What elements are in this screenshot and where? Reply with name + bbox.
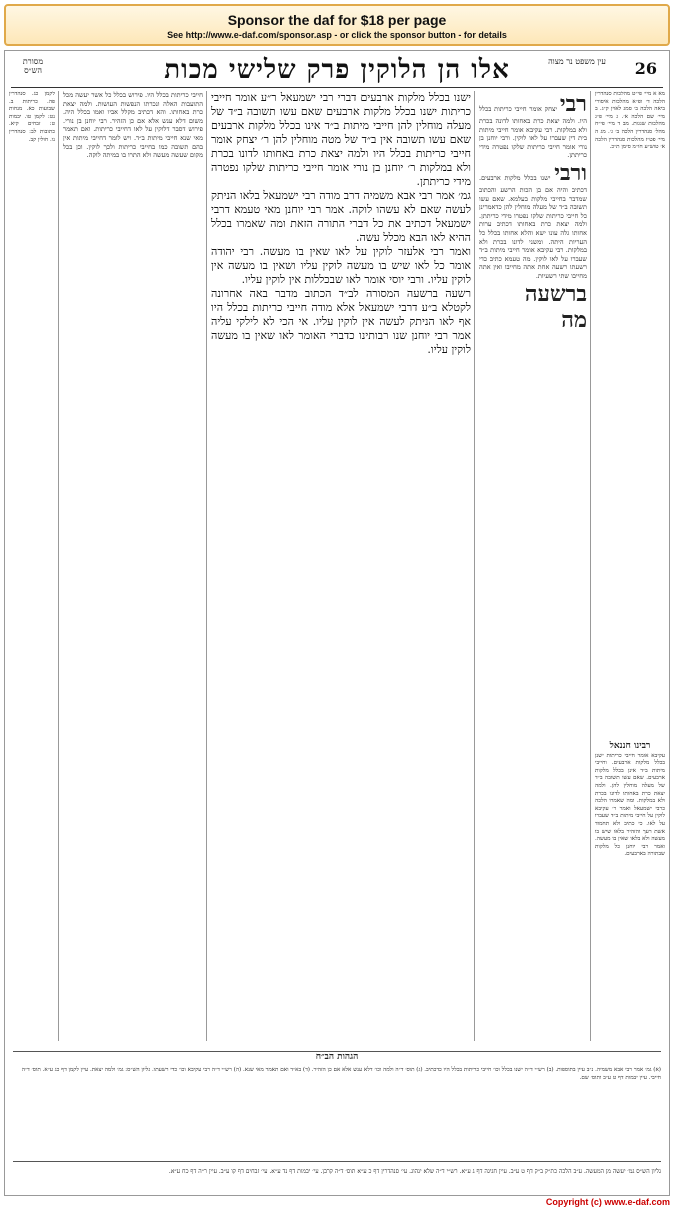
masoret-text: לקמן כג. סנהדרין פה. כריתות ב. שבועות כא. מנחות נט: לקמן טו. יבמות ט: זבחים קיא. כתובות לב: סנהדרין נו. חולין קב. xyxy=(9,91,55,143)
bottom-notes-text: (א) גמ׳ אמר רבי אבא משמיה. נ״ב עיין בתוספות. (ב) רש״י ד״ה ישנו בכלל וכו׳ חייבי כריתות בכלל היו כדכתיב. (ג) תוס׳ ד״ה ולמה וכו׳ דלא ענש אלא אם כן הזהיר. (ד) בא״ד ואם תאמר מאי שנא. (ה) רש״י ד״ה רבי עקיבא וכו׳ כדי רשעתו. גליון הש״ס: גמ׳ ולמה יצאת. עיין לקמן דף כג ע״א. תוס׳ ד״ה חייבי. עיין יבמות דף ט ע״ב ותוס׳ שם. xyxy=(21,1067,661,1081)
rashi-column xyxy=(479,91,587,1041)
rashi-text: ישנו בכלל מלקות ארבעים. דכתיב והיה אם בן הכות הרשע והכתוב שמדבר בחייבי מלקות בעלמא. שאם עשו תשובה ב״ד של מעלה מוחלין להן כדאמרינן כל חייבי כריתות שלקו נפטרו מידי כריתתן. ולמה יצאת כרת באחותו דכתיב ערות אחותו גלה עונו ישא והלא אחותו בכלל כל העריות היתה. ומשני לדונו בכרת ולא במלקות. רבי עקיבא אומר חייבי מיתות ב״ד שעברו על לאו לוקין. מה טעמא כתיב כדי רשעתו רשעה אחת אתה מחייבו ואין אתה מחייבו שתי רשעיות. xyxy=(479,173,587,280)
divider-right xyxy=(590,91,591,1041)
rabbeinu-chananel-column xyxy=(595,741,665,1041)
footer-text: גליון הש״ס גמ׳ יעשה מן המעשה. ע״ב הלכה כת״ק ב״ק דף ט ע״ב. עיין חגיגה דף ג ע״א. רש״י ד״ה שלא ינהוג. עי׳ סנהדרין דף כ ע״א תוס׳ ד״ה קרבן. עי׳ יבמות דף נד ע״א. עי׳ זבחים דף קו ע״ב. עיין ר״ה דף כח ע״א. xyxy=(168,1168,661,1175)
divider-left xyxy=(58,91,59,1041)
mishnah-third-word: ברשעה xyxy=(524,280,587,307)
sponsor-banner[interactable] xyxy=(4,4,670,46)
page-header xyxy=(5,55,669,85)
talmud-page xyxy=(4,50,670,1196)
tosafot-column xyxy=(63,91,203,1041)
page-title: אלו הן הלוקין פרק שלישי מכות xyxy=(164,55,510,85)
gemara-text xyxy=(211,91,471,1041)
mishnah-fourth-word: מה xyxy=(561,306,587,333)
page-number: 26 xyxy=(634,59,657,78)
mishnah-opening-text: יצחק אומר חייבי כריתות בכלל היו. ולמה יצאת כרת באחותו לדונה בכרת ולא במלקות. רבי עקיבא אומר חייבי מיתות בית דין שעברו על לאו לוקין. ורבי יוחנן בן נורי אומר חייבי כריתות שלקו נפטרה מידי כריתתן. xyxy=(479,105,587,160)
copyright-link[interactable]: Copyright (c) www.e-daf.com xyxy=(545,1197,670,1207)
footer-notes xyxy=(13,1161,661,1192)
gemara-column xyxy=(211,91,471,1041)
gemara-paragraph: ישנו בכלל מלקות ארבעים דברי רבי ישמעאל ר״ע אומר חייבי כריתות ישנו בכלל מלקות ארבעים שאם עשו תשובה ב״ד של מעלה מוחלין להן חייבי מיתות ב״ד אינו בכלל מלקות ארבעים שאם עשו תשובה אין ב״ד של מטה מוחלין להן ר׳ יצחק אומר חייבי כריתות בכלל היו ולמה יצאת כרת באחותו לדונו בכרת ולא במלקות ר׳ יוחנן בן נורי אומר חייבי כריתות שלקו נפטרה מידי כריתתן. xyxy=(211,91,471,188)
masoret-heading: מסורת הש״ס xyxy=(22,57,44,75)
masoret-column xyxy=(9,91,55,1041)
ein-mishpat-heading: עין משפט נר מצוה xyxy=(548,57,606,66)
mishnah-opening-word: רבי xyxy=(559,91,587,117)
rabbeinu-chananel-title: רבינו חננאל xyxy=(609,741,651,751)
rabbeinu-chananel-text: עקיבא אומר חייבי כריתות ישנן בכלל מלקות ארבעים. וחייבי מיתות ב״ד אינן בכלל מלקות ארבעים. שאם עשו תשובה ב״ד של מעלה מוחלין להן. ולמה יצאת כרת באחותו לדונו בכרת ולא במלקות. ומה שאמרו הלכה כרבי ישמעאל ואמר ר׳ עקיבא לוקין על חייבי מיתות ב״ד שעברו על לאו. כי כתיב ולא תחמוד אשת רעך והזהיר בלאו שיש בו מעשה ולא בלאו שאין בו מעשה. ואמר רבי יוחנן כל מלקות שבתורה בארבעים. xyxy=(595,752,665,858)
divider-rashi xyxy=(474,91,475,1041)
tosafot-text: חייבי כריתות בכלל היו. פירוש בכלל כל אשר יעשה מכל התועבות האלה ונכרתו הנפשות העושות. ולמה יצאת כרת באחותו. והא דכתיב מקלל אביו ואמו בכלל היה. משום דלא ענש אלא אם כן הזהיר. רבי יוחנן בן נורי. פירוש דסבר דלוקין על לאו דחייבי כריתות. ואם תאמר מאי שנא חייבי מיתות ב״ד. ויש לומר דחייבי מיתות אין בהם תשובה כמו בחייבי כריתות ולכך לוקין. וכן בכל מקום שעשה מעשה ולא התרו בו במיתה לוקה. xyxy=(63,91,203,160)
header-rule xyxy=(11,87,663,88)
sponsor-subtitle: See http://www.e-daf.com/sponsor.asp - or click the sponsor button - for details xyxy=(167,30,507,40)
gemara-paragraph: ואמר רבי אלעזר לוקין על לאו שאין בו מעשה. רבי יהודה אומר כל לאו שיש בו מעשה לוקין עליו ושאין בו מעשה אין לוקין עליו. ורבי יוסי אומר לאו שבכללות אין לוקין עליו. xyxy=(211,245,471,286)
divider-gemara xyxy=(206,91,207,1041)
ein-mishpat-column xyxy=(595,91,665,731)
mishnah-second-word: ורבי xyxy=(554,159,587,186)
ein-mishpat-text: מא א מיי׳ פי״ט מהלכות סנהדרין הלכה ד׳ ופ״א מהלכות איסורי ביאה הלכה ב׳ סמג לאוין ק״ג. ב מיי׳ שם הלכה א׳. ג מיי׳ פ״ג מהלכות שגגות. מב ד מיי׳ פי״ח מהל׳ סנהדרין הלכה ב׳ ג׳. מג ה מיי׳ פט״ז מהלכות סנהדרין הלכה א׳ טוש״ע חו״מ סימן ת״כ. xyxy=(595,91,665,151)
bottom-notes-title: הגהות הב״ח xyxy=(315,1052,359,1062)
bottom-notes xyxy=(13,1051,661,1157)
gemara-paragraph: רשעה ברשעה המסורה לב״ד הכתוב מדבר באה אחרונה לקטלא ב״ע דרבי ישמעאל אלא מודה חייבי כריתות בכלל היו אף לאו הניתק לעשה אין לוקין עליו. אי הכי לא לילקי עליה אמר רבי יוחנן שנו רבותינו כדברי האומר לאו שאין בו מעשה לוקין עליו. xyxy=(211,287,471,356)
sponsor-title: Sponsor the daf for $18 per page xyxy=(227,12,447,28)
gemara-paragraph: גמ׳ אמר רבי אבא משמיה דרב מודה רבי ישמעאל בלאו הניתק לעשה שאם לא עשהו לוקה. אמר רבי יוחנן מאי טעמא דרבי ישמעאל דכתיב את כל דברי התורה הזאת ומה שאמרו בכלל ההיא לאו הבא מכלל עשה. xyxy=(211,189,471,244)
